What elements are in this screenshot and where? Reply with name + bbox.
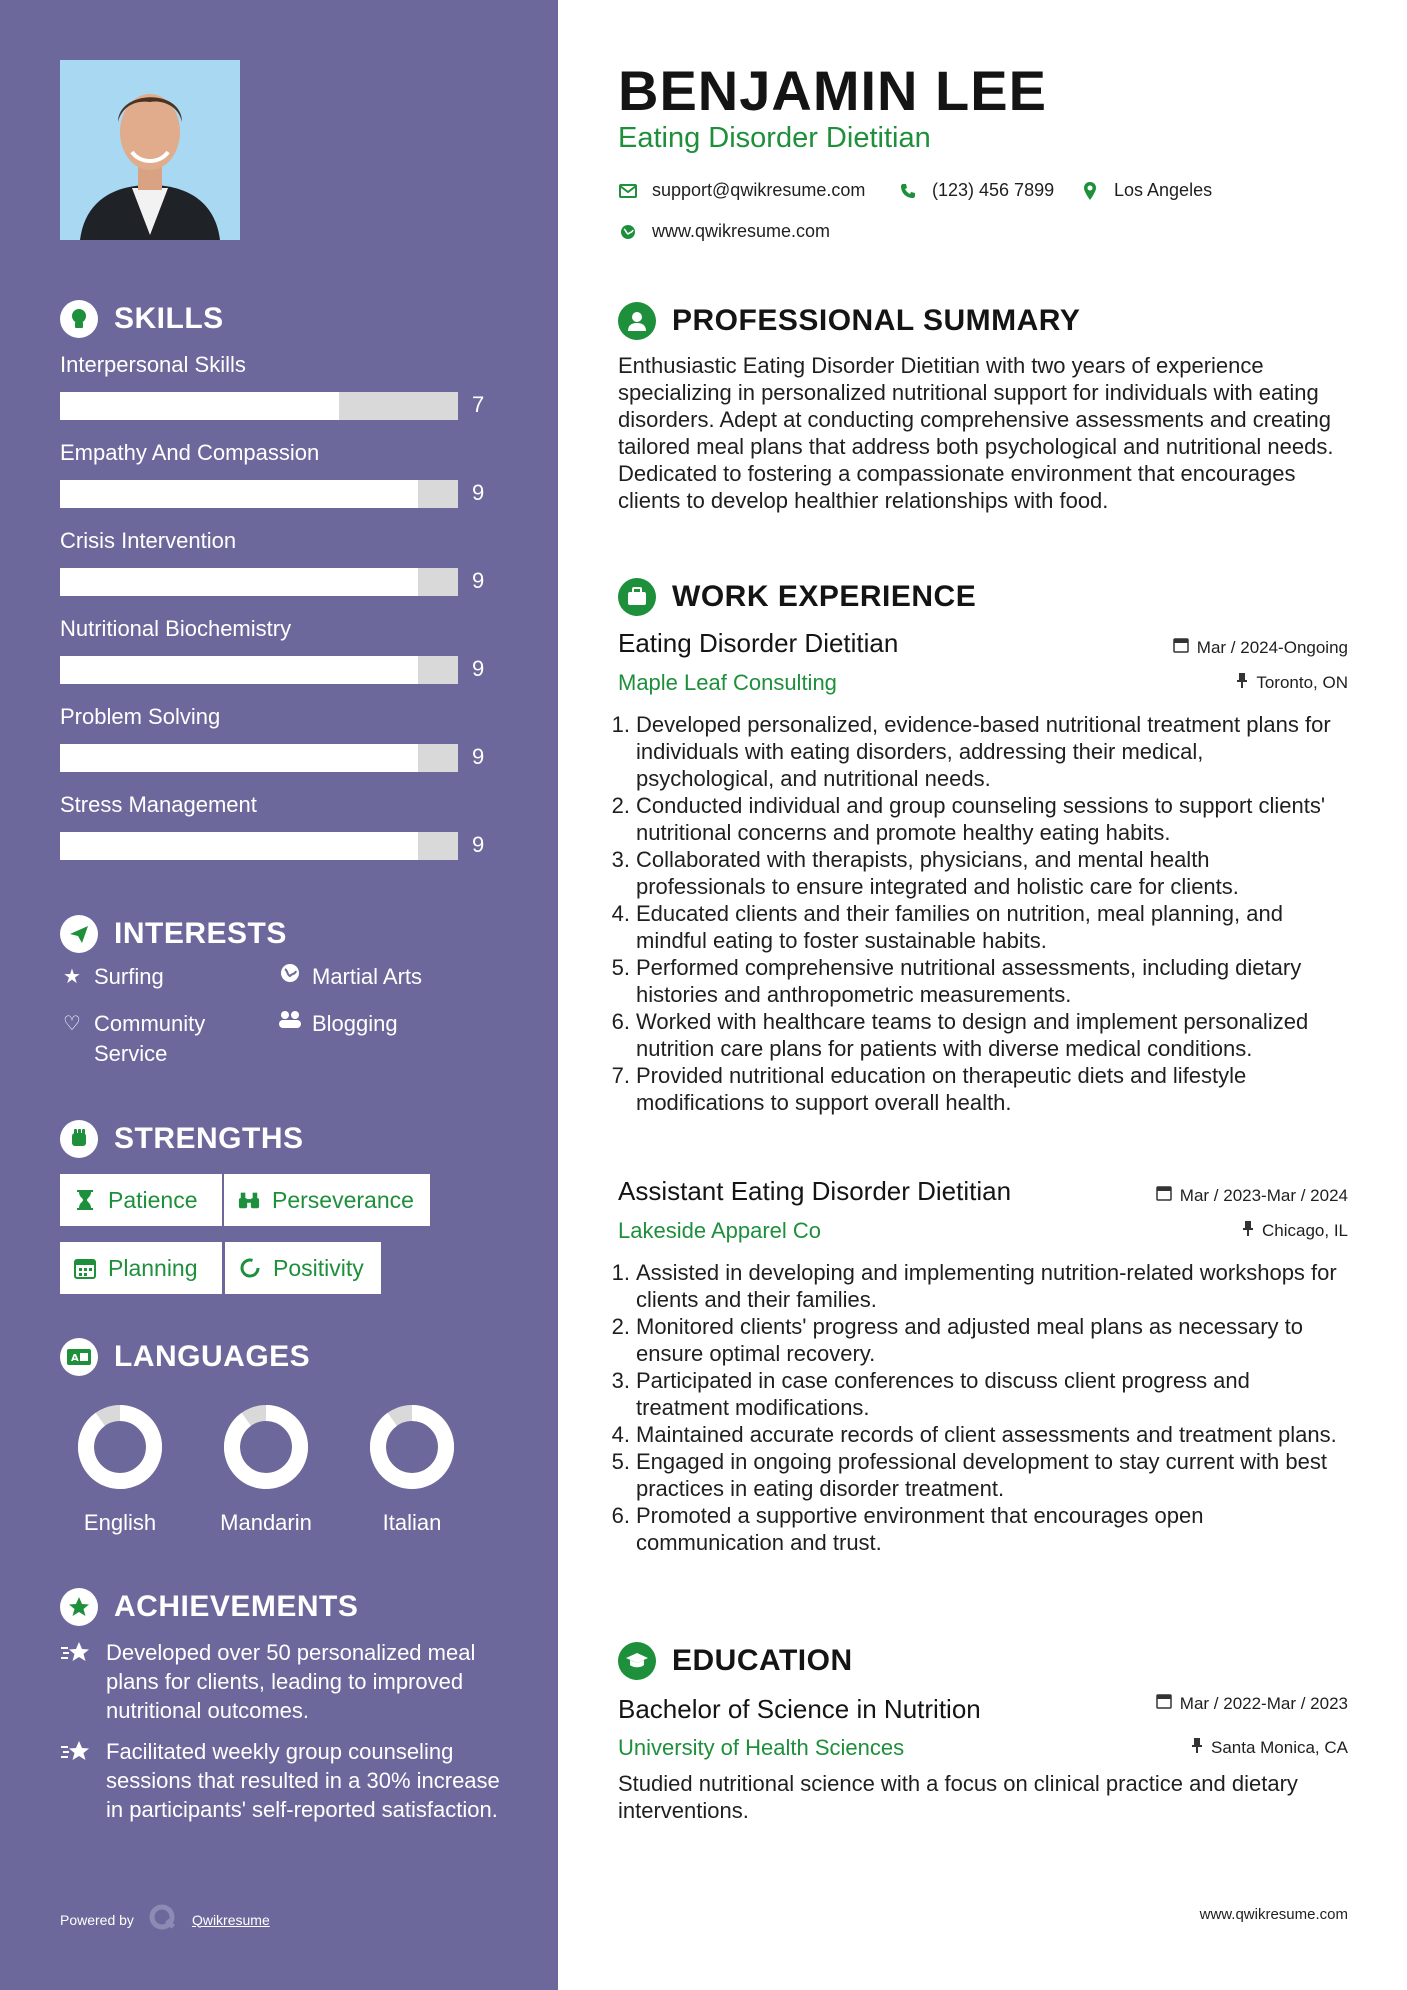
summary-heading: PROFESSIONAL SUMMARY (618, 302, 1080, 340)
skill-bar-fill (60, 480, 418, 508)
list-item (610, 900, 1345, 954)
strength-perseverance: Perseverance (224, 1174, 430, 1226)
language-item (206, 1402, 326, 1536)
users-icon (278, 1009, 302, 1039)
interest-item-blogging: Blogging (278, 1009, 398, 1039)
language-name: English (83, 1510, 157, 1535)
job-location: Toronto, ON (1236, 672, 1348, 693)
calendar-icon (1156, 1185, 1172, 1206)
qwikresume-link[interactable]: Qwikresume (191, 1911, 270, 1928)
star-icon: ★ (63, 966, 81, 988)
list-item (610, 1313, 1345, 1367)
job-location: Chicago, IL (1242, 1220, 1348, 1241)
job-dates: Mar / 2024-Ongoing (1173, 637, 1348, 658)
skill-bar (60, 480, 458, 508)
list-number: 2. (611, 1314, 630, 1339)
interest-item-community-service: ♡ Community Service (60, 1009, 205, 1069)
skill-bar (60, 392, 458, 420)
user-icon (618, 302, 656, 340)
list-item (610, 1008, 1345, 1062)
education-location: Santa Monica, CA (1191, 1737, 1348, 1758)
contact-location: Los Angeles (1080, 180, 1212, 201)
skill-bar (60, 656, 458, 684)
website-link[interactable]: www.qwikresume.com (652, 221, 831, 241)
list-number: 1. (611, 1260, 630, 1285)
list-item (610, 792, 1345, 846)
list-number: 7. (611, 1063, 630, 1088)
interests-heading: INTERESTS (60, 915, 287, 953)
strength-positivity: Positivity (225, 1242, 381, 1294)
graduation-cap-icon (618, 1642, 656, 1680)
list-number: 3. (611, 1368, 630, 1393)
achievement-item: Developed over 50 personalized meal plans for clients, leading to improved nutritional outcomes. (60, 1638, 500, 1725)
achievement-item: Facilitated weekly group counseling sessions that resulted in a 30% increase in participants' self-reported satisfaction. (60, 1737, 500, 1824)
job-company: Maple Leaf Consulting (618, 670, 837, 695)
qwikresume-logo-icon (148, 1903, 178, 1936)
skill-label: Problem Solving (60, 704, 221, 729)
language-level-ring (221, 1402, 311, 1492)
skill-label: Interpersonal Skills (60, 352, 246, 377)
list-number: 6. (611, 1503, 630, 1528)
list-text: Performed comprehensive nutritional assessments, including dietary histories and anthropometric measurements. (636, 955, 1302, 1007)
skill-label: Crisis Intervention (60, 528, 237, 553)
achievement-star-icon (60, 1737, 94, 1824)
circle-notch-icon (239, 1257, 261, 1279)
list-number: 3. (611, 847, 630, 872)
job-dates: Mar / 2023-Mar / 2024 (1156, 1185, 1348, 1206)
languages-heading: A LANGUAGES (60, 1338, 310, 1376)
skills-heading: SKILLS (60, 300, 224, 338)
sidebar (0, 0, 558, 1990)
footer-url[interactable]: www.qwikresume.com (1199, 1906, 1348, 1923)
achievement-star-icon (60, 1638, 94, 1725)
paper-plane-icon (60, 915, 98, 953)
phone-icon (898, 181, 918, 201)
strength-patience: Patience (60, 1174, 222, 1226)
achievements-heading: ACHIEVEMENTS (60, 1588, 358, 1626)
list-text: Educated clients and their families on nutrition, meal planning, and mindful eating to foster sustainable habits. (636, 901, 1283, 953)
list-text: Engaged in ongoing professional development to stay current with best practices in eating disorder treatment. (636, 1449, 1327, 1501)
list-text: Developed personalized, evidence-based nutritional treatment plans for individuals with eating disorders, addressing their medical, psychological, and nutritional needs. (636, 712, 1331, 791)
calendar-icon (1173, 637, 1189, 658)
job-title: Eating Disorder Dietitian (618, 628, 899, 658)
list-item (610, 1367, 1345, 1421)
profile-photo (60, 60, 240, 240)
pin-icon (1236, 672, 1248, 693)
list-text: Promoted a supportive environment that encourages open communication and trust. (636, 1503, 1204, 1555)
interest-item-martial-arts: Martial Arts (278, 962, 422, 992)
list-text: Worked with healthcare teams to design and implement personalized nutrition care plans for patients with diverse medical conditions. (636, 1009, 1309, 1061)
list-text: Collaborated with therapists, physicians, and mental health professionals to ensure integrated and holistic care for clients. (636, 847, 1239, 899)
education-description: Studied nutritional science with a focus on clinical practice and dietary interventions. (618, 1771, 1298, 1823)
skill-value: 9 (472, 568, 485, 593)
list-text: Monitored clients' progress and adjusted meal plans as necessary to ensure optimal recovery. (636, 1314, 1304, 1366)
contact-phone: (123) 456 7899 (898, 180, 1054, 201)
list-number: 4. (611, 1422, 630, 1447)
skill-bar (60, 832, 458, 860)
list-item (610, 1448, 1345, 1502)
skill-value: 9 (472, 832, 485, 857)
language-level-ring (367, 1402, 457, 1492)
candidate-role: Eating Disorder Dietitian (618, 122, 931, 154)
skill-bar-fill (60, 744, 418, 772)
education-school: University of Health Sciences (618, 1735, 905, 1760)
skill-value: 9 (472, 656, 485, 681)
list-item (610, 1062, 1345, 1116)
star-badge-icon (60, 1588, 98, 1626)
language-level-ring (75, 1402, 165, 1492)
education-heading: EDUCATION (618, 1642, 853, 1680)
language-item (352, 1402, 472, 1536)
skill-bar-fill (60, 568, 418, 596)
list-number: 2. (611, 793, 630, 818)
skill-value: 9 (472, 480, 485, 505)
skill-label: Empathy And Compassion (60, 440, 320, 465)
skill-bar-fill (60, 832, 418, 860)
heart-icon: ♡ (63, 1013, 81, 1035)
avatar (60, 60, 240, 240)
globe-icon (278, 962, 302, 992)
summary-text: Enthusiastic Eating Disorder Dietitian with two years of experience specializing in personalized nutritional support for individuals with eating disorders. Adept at conducting comprehensive assessments and creating tailored meal plans that address both psychological and nutritional needs. Dedicated to fostering a compassionate environment that encourages clients to develop healthier relationships with food. (618, 353, 1334, 513)
calendar-icon (74, 1257, 96, 1279)
list-text: Conducted individual and group counseling sessions to support clients' nutritional concerns and promote healthy eating habits. (636, 793, 1326, 845)
contact-website (618, 221, 830, 242)
lightbulb-icon (60, 300, 98, 338)
skill-bar (60, 744, 458, 772)
list-number: 6. (611, 1009, 630, 1034)
email-link[interactable]: support@qwikresume.com (652, 180, 866, 200)
language-name: Mandarin (220, 1510, 312, 1535)
list-text: Participated in case conferences to discuss client progress and treatment modifications. (636, 1368, 1250, 1420)
list-number: 5. (611, 955, 630, 980)
list-text: Provided nutritional education on therapeutic diets and lifestyle modifications to support overall health. (636, 1063, 1247, 1115)
skill-value: 7 (472, 392, 485, 417)
skill-label: Nutritional Biochemistry (60, 616, 292, 641)
job-company: Lakeside Apparel Co (618, 1218, 822, 1243)
list-text: Assisted in developing and implementing nutrition-related workshops for clients and their families. (636, 1260, 1337, 1312)
list-item (610, 1421, 1345, 1448)
list-number: 1. (611, 712, 630, 737)
calendar-icon (1156, 1693, 1172, 1714)
skill-bar-fill (60, 392, 339, 420)
candidate-name: BENJAMIN LEE (618, 59, 1047, 122)
language-icon (60, 1338, 98, 1376)
hourglass-icon (74, 1189, 96, 1211)
powered-by: Powered by Qwikresume (60, 1903, 270, 1936)
education-degree: Bachelor of Science in Nutrition (618, 1694, 981, 1724)
globe-icon (618, 222, 638, 242)
skill-bar (60, 568, 458, 596)
language-item (60, 1402, 180, 1536)
list-item (610, 846, 1345, 900)
skill-label: Stress Management (60, 792, 257, 817)
education-dates: Mar / 2022-Mar / 2023 (1156, 1693, 1348, 1714)
job-responsibilities (610, 1259, 1345, 1556)
svg-text:A: A (71, 1353, 80, 1364)
strengths-heading: STRENGTHS (60, 1120, 304, 1158)
envelope-icon (618, 181, 638, 201)
pin-icon (1191, 1737, 1203, 1758)
map-marker-icon (1080, 181, 1100, 201)
binoculars-icon (238, 1189, 260, 1211)
list-number: 4. (611, 901, 630, 926)
list-number: 5. (611, 1449, 630, 1474)
strength-planning: Planning (60, 1242, 222, 1294)
list-item (610, 711, 1345, 792)
skill-bar-fill (60, 656, 418, 684)
experience-heading: WORK EXPERIENCE (618, 578, 976, 616)
list-item (610, 1502, 1345, 1556)
list-item (610, 1259, 1345, 1313)
interest-item-surfing: ★ Surfing (60, 962, 164, 992)
pin-icon (1242, 1220, 1254, 1241)
briefcase-icon (618, 578, 656, 616)
skill-value: 9 (472, 744, 485, 769)
language-name: Italian (382, 1510, 442, 1535)
job-title: Assistant Eating Disorder Dietitian (618, 1176, 1012, 1206)
list-text: Maintained accurate records of client assessments and treatment plans. (636, 1422, 1337, 1447)
fist-icon (60, 1120, 98, 1158)
contact-email (618, 180, 865, 201)
list-item (610, 954, 1345, 1008)
job-responsibilities (610, 711, 1345, 1116)
